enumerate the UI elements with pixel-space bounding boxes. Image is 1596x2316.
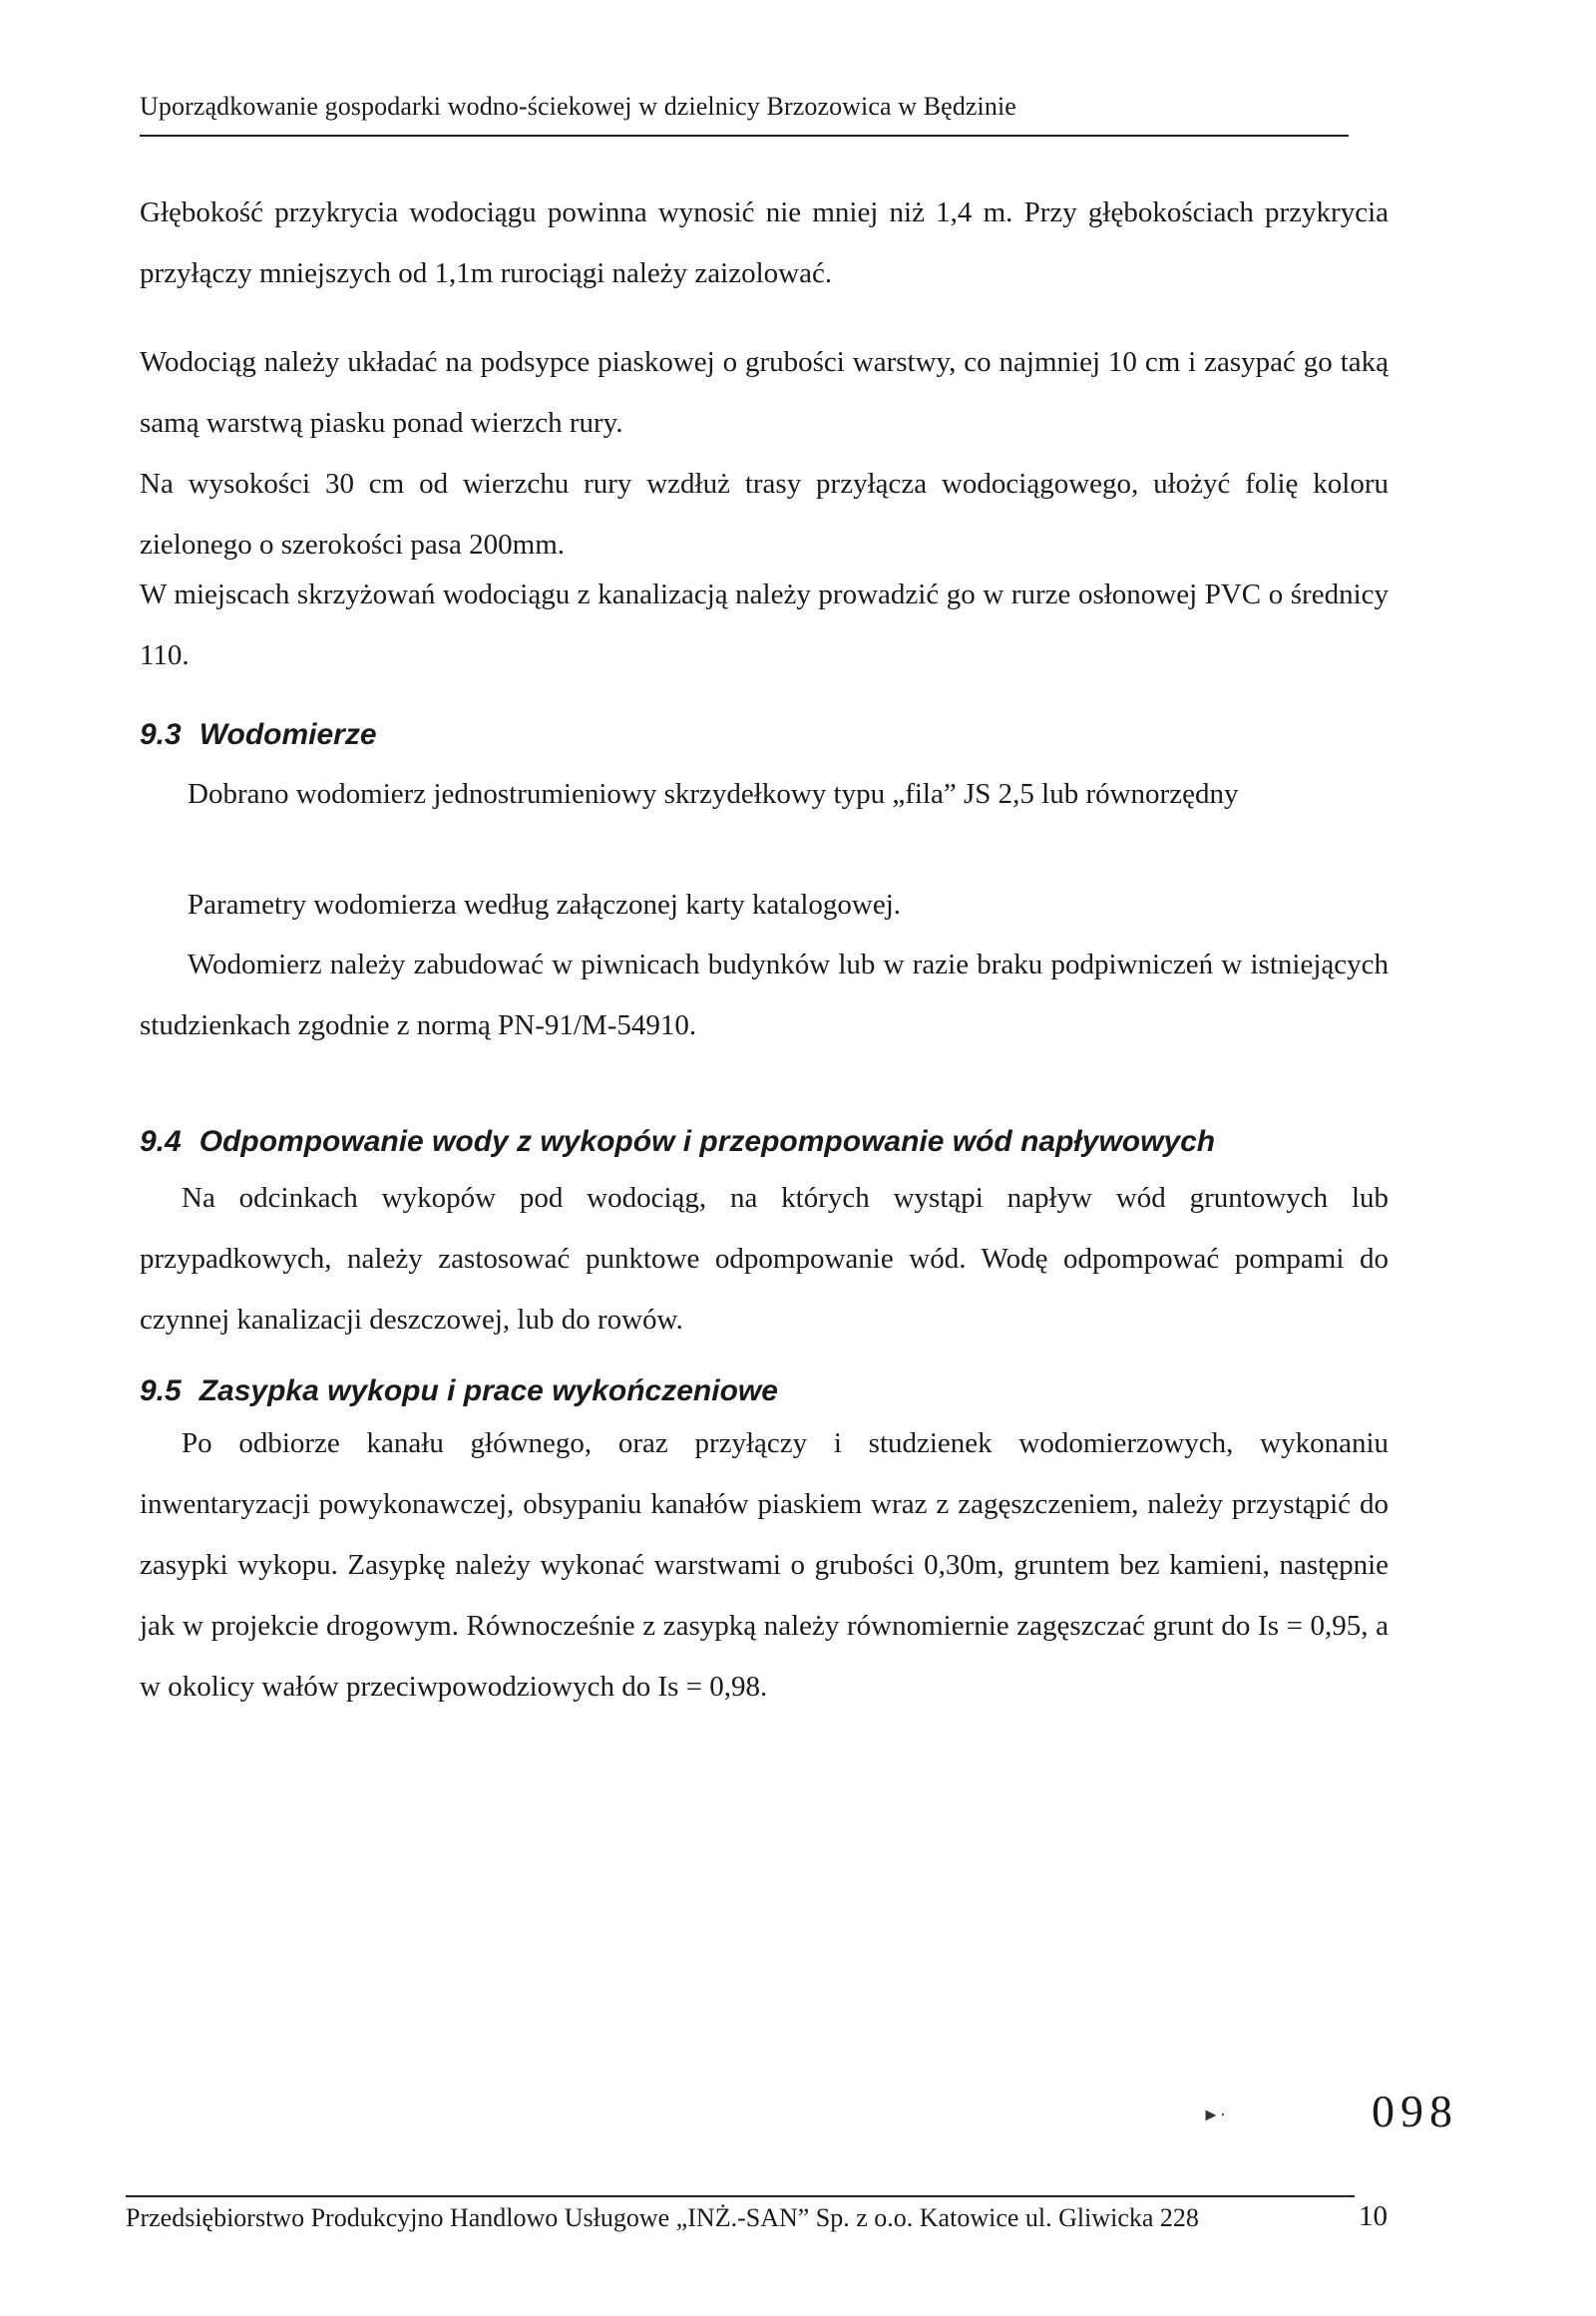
stamp-number: 098: [1372, 2086, 1458, 2136]
footer-divider: [126, 2195, 1355, 2197]
paragraph-backfill: Po odbiorze kanału głównego, oraz przyłączy i studzienek wodomierzowych, wykonaniu inwentaryzacji powykonawczej, obsypaniu kanałów piaskiem wraz z zagęszczeniem, należy przystąpić do zasypki wykopu. Zasypkę należy wykonać warstwami o grubości 0,30m, gruntem bez kamieni, następnie jak w projekcie drogowym. Równocześnie z zasypką należy równomiernie zagęszczać grunt do Is = 0,95, a w okolicy wałów przeciwpowodziowych do Is = 0,98.: [140, 1427, 1389, 1703]
section-number: 9.5: [140, 1374, 182, 1407]
paragraph-cover-depth: Głębokość przykrycia wodociągu powinna wynosić nie mniej niż 1,4 m. Przy głębokościach przykrycia przyłączy mniejszych od 1,1m rurociągi należy zaizolować.: [140, 196, 1389, 289]
paragraph-dewatering: Na odcinkach wykopów pod wodociąg, na których wystąpi napływ wód gruntowych lub przypadkowych, należy zastosować punktowe odpompowanie wód. Wodę odpompować pompami do czynnej kanalizacji deszczowej, lub do rowów.: [140, 1182, 1389, 1336]
paragraph-warning-foil: Na wysokości 30 cm od wierzchu rury wzdłuż trasy przyłącza wodociągowego, ułożyć folię koloru zielonego o szerokości pasa 200mm.: [140, 468, 1389, 561]
section-title: Wodomierze: [199, 718, 377, 751]
paragraph-meter-installation: Wodomierz należy zabudować w piwnicach budynków lub w razie braku podpiwniczeń w istniejących studzienkach zgodnie z normą PN-91/M-54910.: [140, 949, 1389, 1041]
paragraph-meter-parameters: Parametry wodomierza według załączonej karty katalogowej.: [188, 889, 902, 921]
section-heading: [140, 1374, 778, 1408]
paragraph-sand-bedding: Wodociąg należy układać na podsypce piaskowej o grubości warstwy, co najmniej 10 cm i zasypać go taką samą warstwą piasku ponad wierzch rury.: [140, 346, 1389, 439]
paragraph-crossings: W miejscach skrzyżowań wodociągu z kanalizacją należy prowadzić go w rurze osłonowej PVC o średnicy 110.: [140, 579, 1389, 671]
arrow-mark-icon: ►·: [1202, 2105, 1226, 2124]
footer-company: Przedsiębiorstwo Produkcyjno Handlowo Usługowe „INŻ.-SAN” Sp. z o.o. Katowice ul. Gliwicka 228: [126, 2203, 1199, 2232]
section-title: Odpompowanie wody z wykopów i przepompowanie wód napływowych: [199, 1125, 1216, 1158]
header-divider: [140, 135, 1349, 137]
section-number: 9.3: [140, 718, 182, 751]
section-number: 9.4: [140, 1125, 182, 1158]
section-heading: [140, 1125, 1215, 1159]
section-title: Zasypka wykopu i prace wykończeniowe: [199, 1374, 778, 1407]
paragraph-water-meter-type: Dobrano wodomierz jednostrumieniowy skrzydełkowy typu „fila” JS 2,5 lub równorzędny: [188, 778, 1239, 810]
page-number: 10: [1359, 2200, 1388, 2232]
section-heading: [140, 718, 377, 752]
running-title: Uporządkowanie gospodarki wodno-ściekowej w dzielnicy Brzozowica w Będzinie: [140, 92, 1016, 121]
